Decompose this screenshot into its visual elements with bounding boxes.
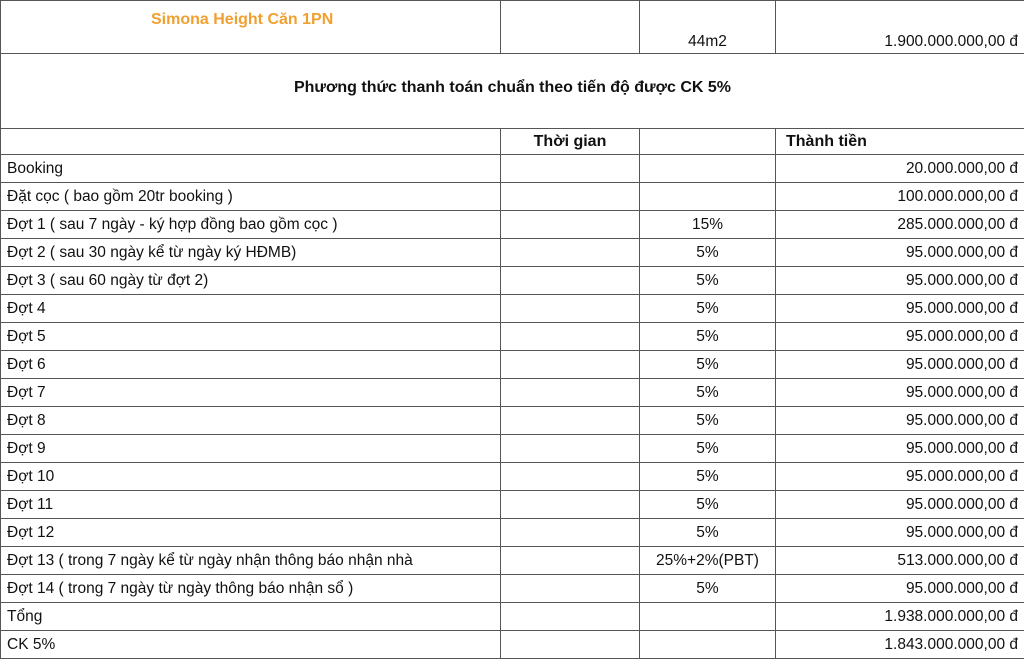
- row-time: [501, 267, 640, 295]
- empty-cell: [501, 1, 640, 54]
- row-time: [501, 575, 640, 603]
- row-time: [501, 603, 640, 631]
- header-label-cell: [1, 129, 501, 155]
- row-time: [501, 547, 640, 575]
- row-percent: 25%+2%(PBT): [640, 547, 776, 575]
- row-label: Đặt cọc ( bao gồm 20tr booking ): [1, 183, 501, 211]
- row-percent: [640, 603, 776, 631]
- row-amount: 95.000.000,00 đ: [776, 295, 1024, 323]
- table-row: [1, 267, 1024, 295]
- row-amount: 95.000.000,00 đ: [776, 267, 1024, 295]
- row-percent: [640, 183, 776, 211]
- row-amount: 95.000.000,00 đ: [776, 491, 1024, 519]
- header-amount: Thành tiền: [776, 129, 1024, 155]
- row-label: Tổng: [1, 603, 501, 631]
- section-row: [1, 54, 1024, 129]
- row-time: [501, 519, 640, 547]
- row-amount: 95.000.000,00 đ: [776, 351, 1024, 379]
- table-row: [1, 491, 1024, 519]
- row-amount: 95.000.000,00 đ: [776, 407, 1024, 435]
- row-percent: 5%: [640, 323, 776, 351]
- header-row: [1, 129, 1024, 155]
- row-label: Đợt 7: [1, 379, 501, 407]
- row-time: [501, 295, 640, 323]
- row-label: Đợt 8: [1, 407, 501, 435]
- table-row: [1, 575, 1024, 603]
- table-row: [1, 295, 1024, 323]
- row-amount: 95.000.000,00 đ: [776, 463, 1024, 491]
- row-label: Đợt 4: [1, 295, 501, 323]
- row-label: Đợt 2 ( sau 30 ngày kể từ ngày ký HĐMB): [1, 239, 501, 267]
- table-row: [1, 379, 1024, 407]
- product-price: 1.900.000.000,00 đ: [776, 1, 1024, 54]
- product-area: 44m2: [640, 1, 776, 54]
- row-amount: 513.000.000,00 đ: [776, 547, 1024, 575]
- row-percent: 5%: [640, 351, 776, 379]
- row-label: Đợt 14 ( trong 7 ngày từ ngày thông báo nhận sổ ): [1, 575, 501, 603]
- row-amount: 95.000.000,00 đ: [776, 435, 1024, 463]
- row-label: Đợt 1 ( sau 7 ngày - ký hợp đồng bao gồm cọc ): [1, 211, 501, 239]
- row-percent: 5%: [640, 491, 776, 519]
- row-time: [501, 631, 640, 659]
- row-time: [501, 239, 640, 267]
- row-percent: 5%: [640, 267, 776, 295]
- row-percent: 5%: [640, 519, 776, 547]
- row-time: [501, 407, 640, 435]
- row-label: Booking: [1, 155, 501, 183]
- row-amount: 95.000.000,00 đ: [776, 239, 1024, 267]
- row-percent: [640, 155, 776, 183]
- row-amount: 95.000.000,00 đ: [776, 323, 1024, 351]
- row-amount: 285.000.000,00 đ: [776, 211, 1024, 239]
- row-label: Đợt 13 ( trong 7 ngày kể từ ngày nhận thông báo nhận nhà: [1, 547, 501, 575]
- row-percent: 5%: [640, 575, 776, 603]
- row-amount: 20.000.000,00 đ: [776, 155, 1024, 183]
- row-label: Đợt 5: [1, 323, 501, 351]
- row-label: CK 5%: [1, 631, 501, 659]
- row-percent: 5%: [640, 239, 776, 267]
- table-row: [1, 351, 1024, 379]
- row-percent: 5%: [640, 463, 776, 491]
- row-time: [501, 463, 640, 491]
- row-time: [501, 323, 640, 351]
- table-row: [1, 323, 1024, 351]
- row-amount: 95.000.000,00 đ: [776, 575, 1024, 603]
- row-label: Đợt 3 ( sau 60 ngày từ đợt 2): [1, 267, 501, 295]
- row-amount: 100.000.000,00 đ: [776, 183, 1024, 211]
- row-label: Đợt 9: [1, 435, 501, 463]
- row-percent: 5%: [640, 379, 776, 407]
- table-row: [1, 603, 1024, 631]
- table-row: [1, 631, 1024, 659]
- product-title: Simona Height Căn 1PN: [1, 1, 501, 54]
- row-time: [501, 351, 640, 379]
- row-label: Đợt 12: [1, 519, 501, 547]
- product-row: [1, 1, 1024, 54]
- row-amount: 95.000.000,00 đ: [776, 519, 1024, 547]
- row-time: [501, 211, 640, 239]
- row-label: Đợt 11: [1, 491, 501, 519]
- table-row: [1, 407, 1024, 435]
- table-row: [1, 183, 1024, 211]
- row-percent: 5%: [640, 435, 776, 463]
- row-percent: 5%: [640, 295, 776, 323]
- table-row: [1, 519, 1024, 547]
- row-time: [501, 183, 640, 211]
- row-percent: 15%: [640, 211, 776, 239]
- table-row: [1, 211, 1024, 239]
- header-percent-cell: [640, 129, 776, 155]
- row-time: [501, 379, 640, 407]
- table-row: [1, 155, 1024, 183]
- table-row: [1, 547, 1024, 575]
- row-time: [501, 435, 640, 463]
- row-amount: 1.938.000.000,00 đ: [776, 603, 1024, 631]
- header-time: Thời gian: [501, 129, 640, 155]
- section-title: Phương thức thanh toán chuẩn theo tiến độ được CK 5%: [1, 54, 1024, 129]
- table-row: [1, 239, 1024, 267]
- row-label: Đợt 6: [1, 351, 501, 379]
- row-time: [501, 491, 640, 519]
- row-percent: [640, 631, 776, 659]
- table-row: [1, 435, 1024, 463]
- row-amount: 1.843.000.000,00 đ: [776, 631, 1024, 659]
- row-amount: 95.000.000,00 đ: [776, 379, 1024, 407]
- row-label: Đợt 10: [1, 463, 501, 491]
- table-row: [1, 463, 1024, 491]
- row-percent: 5%: [640, 407, 776, 435]
- row-time: [501, 155, 640, 183]
